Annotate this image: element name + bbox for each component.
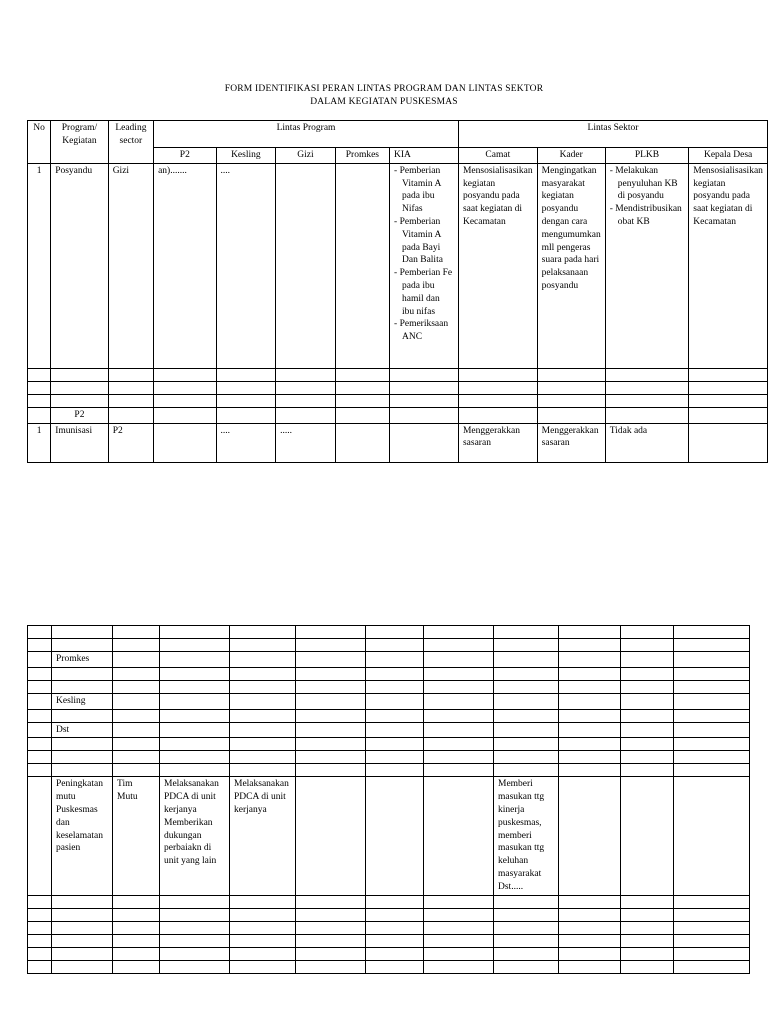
empty-row (28, 394, 768, 407)
row2-program: Imunisasi (51, 423, 108, 462)
row2-kader: Menggerakkan sasaran (537, 423, 605, 462)
header-lintas-sektor: Lintas Sektor (458, 121, 767, 148)
mutu-leading: Tim Mutu (113, 777, 160, 895)
empty-row (28, 908, 750, 921)
empty-row (28, 368, 768, 381)
empty-row (28, 738, 750, 751)
section-label-kesling: Kesling (52, 693, 113, 709)
title-line-2: DALAM KEGIATAN PUSKESMAS (310, 97, 458, 107)
row1-camat: Mensosialisasikan kegiatan posyandu pada saat kegiatan di Kecamatan (458, 163, 537, 368)
table-row (28, 163, 768, 368)
empty-row (28, 667, 750, 680)
header-gizi: Gizi (276, 148, 336, 164)
row1-no: 1 (28, 163, 51, 368)
row1-kesling: .... (216, 163, 276, 368)
header-no: No (28, 121, 51, 164)
section-row-kesling (28, 693, 750, 709)
plkb-item: - Mendistribusikan obat KB (610, 203, 685, 229)
empty-row (28, 947, 750, 960)
header-leading-sector: Leading sector (108, 121, 153, 164)
row2-gizi: ..... (276, 423, 336, 462)
empty-row (28, 680, 750, 693)
row2-no: 1 (28, 423, 51, 462)
row1-leading: Gizi (108, 163, 153, 368)
header-kader: Kader (537, 148, 605, 164)
empty-row (28, 960, 750, 973)
row2-camat: Menggerakkan sasaran (458, 423, 537, 462)
empty-row (28, 381, 768, 394)
empty-row (28, 709, 750, 722)
empty-row (28, 639, 750, 652)
mutu-kesling: Melaksanakan PDCA di unit kerjanya (230, 777, 296, 895)
header-promkes: Promkes (335, 148, 389, 164)
kia-item: - Pemeriksaan ANC (394, 318, 454, 344)
table-row (28, 423, 768, 462)
mutu-program: Peningkatan mutu Puskesmas dan keselamatan pasien (52, 777, 113, 895)
section-label-dst: Dst (52, 722, 113, 738)
header-p2: P2 (154, 148, 216, 164)
empty-row (28, 934, 750, 947)
header-lintas-program: Lintas Program (154, 121, 459, 148)
header-plkb: PLKB (605, 148, 689, 164)
empty-row (28, 921, 750, 934)
section-row-p2 (28, 407, 768, 423)
header-kia: KIA (390, 148, 459, 164)
identification-table (27, 120, 768, 463)
mutu-camat: Memberi masukan ttg kinerja puskesmas, memberi masukan ttg keluhan masyarakat Dst..... (494, 777, 559, 895)
section-row-dst (28, 722, 750, 738)
empty-row (28, 895, 750, 908)
row1-plkb (605, 163, 689, 368)
plkb-item: - Melakukan penyuluhan KB di posyandu (610, 165, 685, 203)
section-row-promkes (28, 652, 750, 668)
row2-leading: P2 (108, 423, 153, 462)
row1-kader: Mengingatkan masyarakat kegiatan posyandu dengan cara mengumumkan mll pengeras suara pada hari pelaksanaan posyandu (537, 163, 605, 368)
row1-p2: an)....... (154, 163, 216, 368)
row1-kia (390, 163, 459, 368)
empty-row (28, 751, 750, 764)
kia-item: - Pemberian Fe pada ibu hamil dan ibu nifas (394, 267, 454, 318)
mutu-p2: Melaksanakan PDCA di unit kerjanya Memberikan dukungan perbaiakn di unit yang lain (160, 777, 230, 895)
row1-gizi (276, 163, 336, 368)
row2-plkb: Tidak ada (605, 423, 689, 462)
header-program: Program/ Kegiatan (51, 121, 108, 164)
empty-row (28, 764, 750, 777)
kia-item: - Pemberian Vitamin A pada Bayi Dan Balita (394, 216, 454, 267)
row1-promkes (335, 163, 389, 368)
continuation-table (27, 625, 750, 974)
row2-kesling: .... (216, 423, 276, 462)
section-label-promkes: Promkes (52, 652, 113, 668)
kia-item: - Pemberian Vitamin A pada ibu Nifas (394, 165, 454, 216)
form-title (0, 83, 768, 109)
header-kesling: Kesling (216, 148, 276, 164)
header-kepala-desa: Kepala Desa (689, 148, 768, 164)
header-camat: Camat (458, 148, 537, 164)
row1-program: Posyandu (51, 163, 108, 368)
row1-kepala-desa: Mensosialisasikan kegiatan posyandu pada saat kegiatan di Kecamatan (689, 163, 768, 368)
empty-row (28, 626, 750, 639)
section-label-p2: P2 (51, 407, 108, 423)
title-line-1: FORM IDENTIFIKASI PERAN LINTAS PROGRAM DAN LINTAS SEKTOR (224, 84, 544, 94)
table-row (28, 777, 750, 895)
